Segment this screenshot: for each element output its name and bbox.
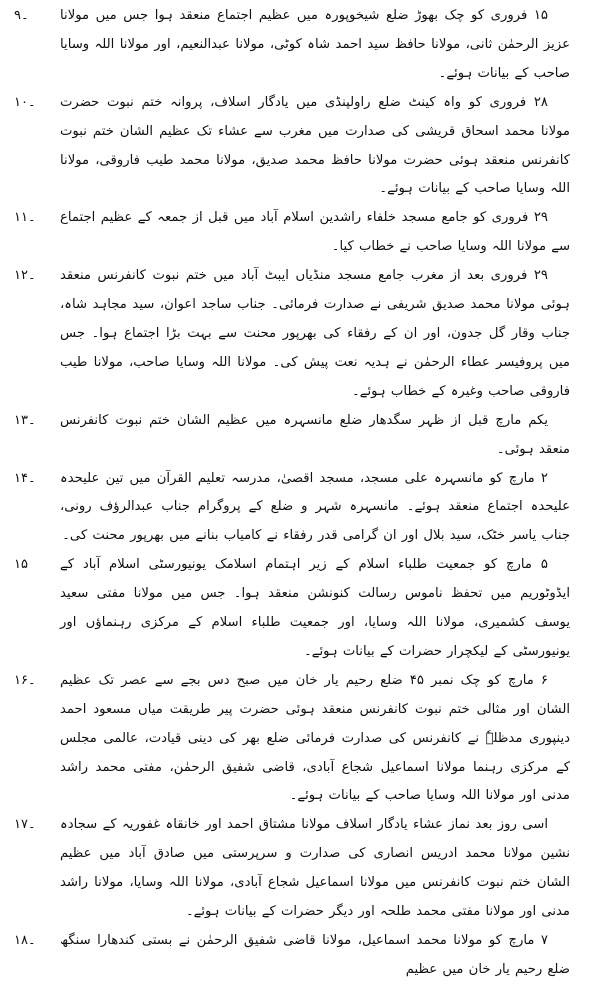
item-text: ۱۵ فروری کو چک بھوڑ ضلع شیخوپورہ میں عظیم اجتماع منعقد ہوا جس میں مولانا عزیز الرحمٰن ثانی، مولانا حافظ سید احمد شاہ کوٹی، مولانا عبدالنعیم، اور مولانا اللہ وسایا صاحب کے بیانات ہوئے۔ <box>60 8 570 81</box>
item-number: ۱۳۔ <box>14 412 36 428</box>
item-number: ۱۲۔ <box>14 268 36 284</box>
list-item <box>8 262 570 407</box>
item-number: ۱۴۔ <box>14 470 36 486</box>
item-text: ۶ مارچ کو چک نمبر ۴۵ ضلع رحیم یار خان میں صبح دس بجے سے عصر تک عظیم الشان اور مثالی ختم نبوت کانفرنس منعقد ہوئی حضرت پیر طریقت میاں مسعود احمد دینپوری مدظلہٗ نے کانفرنس کی صدارت فرمائی ضلع بھر کی دینی قیادت، عالمی مجلس کے مرکزی رہنما مولانا اسماعیل شجاع آبادی، قاضی شفیق الرحمٰن، مفتی محمد راشد مدنی اور مولانا اللہ وسایا صاحب کے بیانات ہوئے۔ <box>60 672 570 804</box>
item-text: ۲۹ فروری بعد از مغرب جامع مسجد منڈیاں ایبٹ آباد میں ختم نبوت کانفرنس منعقد ہوئی مولانا محمد صدیق شریفی نے صدارت فرمائی۔ جناب ساجد اعوان، سید مجاہد شاہ، جناب وقار گل جدون، اور ان کے رفقاء کی بھرپور محنت سے بہت بڑا اجتماع ہوا۔ جس میں پروفیسر عطاء الرحمٰن نے ہدیہ نعت پیش کی۔ مولانا اللہ وسایا صاحب، مولانا طیب فاروقی صاحب وغیرہ کے خطاب ہوئے۔ <box>60 268 570 399</box>
list-item <box>8 927 570 985</box>
item-number: ۱۰۔ <box>14 94 36 110</box>
list-item <box>8 407 570 465</box>
item-number: ۹۔ <box>14 8 29 23</box>
item-text: ۷ مارچ کو مولانا محمد اسماعیل، مولانا قاضی شفیق الرحمٰن نے بستی کندھارا سنگھ ضلع رحیم یار خان میں عظیم <box>60 933 570 977</box>
item-text: ۲ مارچ کو مانسہرہ علی مسجد، مسجد اقصیٰ، مدرسہ تعلیم القرآن میں تین علیحدہ علیحدہ اجتماع منعقد ہوئے۔ مانسہرہ شہر و ضلع کے پروگرام جناب عبدالرؤف رونی، جناب یاسر خٹک، سید بلال اور ان گرامی قدر رفقاء نے کامیاب بنانے میں بھرپور محنت کی۔ <box>60 470 570 544</box>
list-item <box>8 667 570 812</box>
item-number: ۱۸۔ <box>14 933 36 948</box>
item-text: ۲۹ فروری کو جامع مسجد خلفاء راشدین اسلام آباد میں قبل از جمعہ کے عظیم اجتماع سے مولانا اللہ وسایا صاحب نے خطاب کیا۔ <box>60 210 570 255</box>
list-item <box>8 89 570 205</box>
item-number: ۱۵ <box>14 557 28 573</box>
item-text: ۲۸ فروری کو واہ کینٹ ضلع راولپنڈی میں یادگار اسلاف، پروانہ ختم نبوت حضرت مولانا محمد اسحاق قریشی کی صدارت میں مغرب سے عشاء تک عظیم الشان ختم نبوت کانفرنس منعقد ہوئی حضرت مولانا حافظ محمد صدیق، مولانا محمد طیب فاروقی، مولانا اللہ وسایا صاحب کے بیانات ہوئے۔ <box>60 94 570 197</box>
list-item <box>8 465 570 552</box>
list-item <box>8 2 570 89</box>
list-item <box>8 551 570 667</box>
list-item <box>8 811 570 927</box>
item-text: اسی روز بعد نماز عشاء یادگار اسلاف مولانا مشتاق احمد اور خانقاہ غفوریہ کے سجادہ نشین مولانا محمد ادریس انصاری کی صدارت و سرپرستی میں صادق آباد میں عظیم الشان ختم نبوت کانفرنس میں مولانا اسماعیل شجاع آبادی، مولانا اللہ وسایا، مولانا راشد مدنی اور مولانا مفتی محمد طلحہ اور دیگر حضرات کے بیانات ہوئے۔ <box>60 817 570 920</box>
item-number: ۱۷۔ <box>14 817 36 833</box>
item-text: یکم مارچ قبل از ظہر سگدھار ضلع مانسہرہ میں عظیم الشان ختم نبوت کانفرنس منعقد ہوئی۔ <box>60 412 570 457</box>
item-number: ۱۱۔ <box>14 210 36 226</box>
item-text: ۵ مارچ کو جمعیت طلباء اسلام کے زیر اہتمام اسلامک یونیورسٹی اسلام آباد کے ایڈوٹوریم میں تحفظ ناموس رسالت کنونشن منعقد ہوا۔ جس میں مولانا مفتی سعید یوسف کشمیری، مولانا اللہ وسایا، اور جمعیت طلباء اسلام کے مرکزی رہنماؤں اور یونیورسٹی کے لیکچرار حضرات کے بیانات ہوئے۔ <box>60 557 570 659</box>
list-item <box>8 204 570 262</box>
item-number: ۱۶۔ <box>14 672 36 688</box>
